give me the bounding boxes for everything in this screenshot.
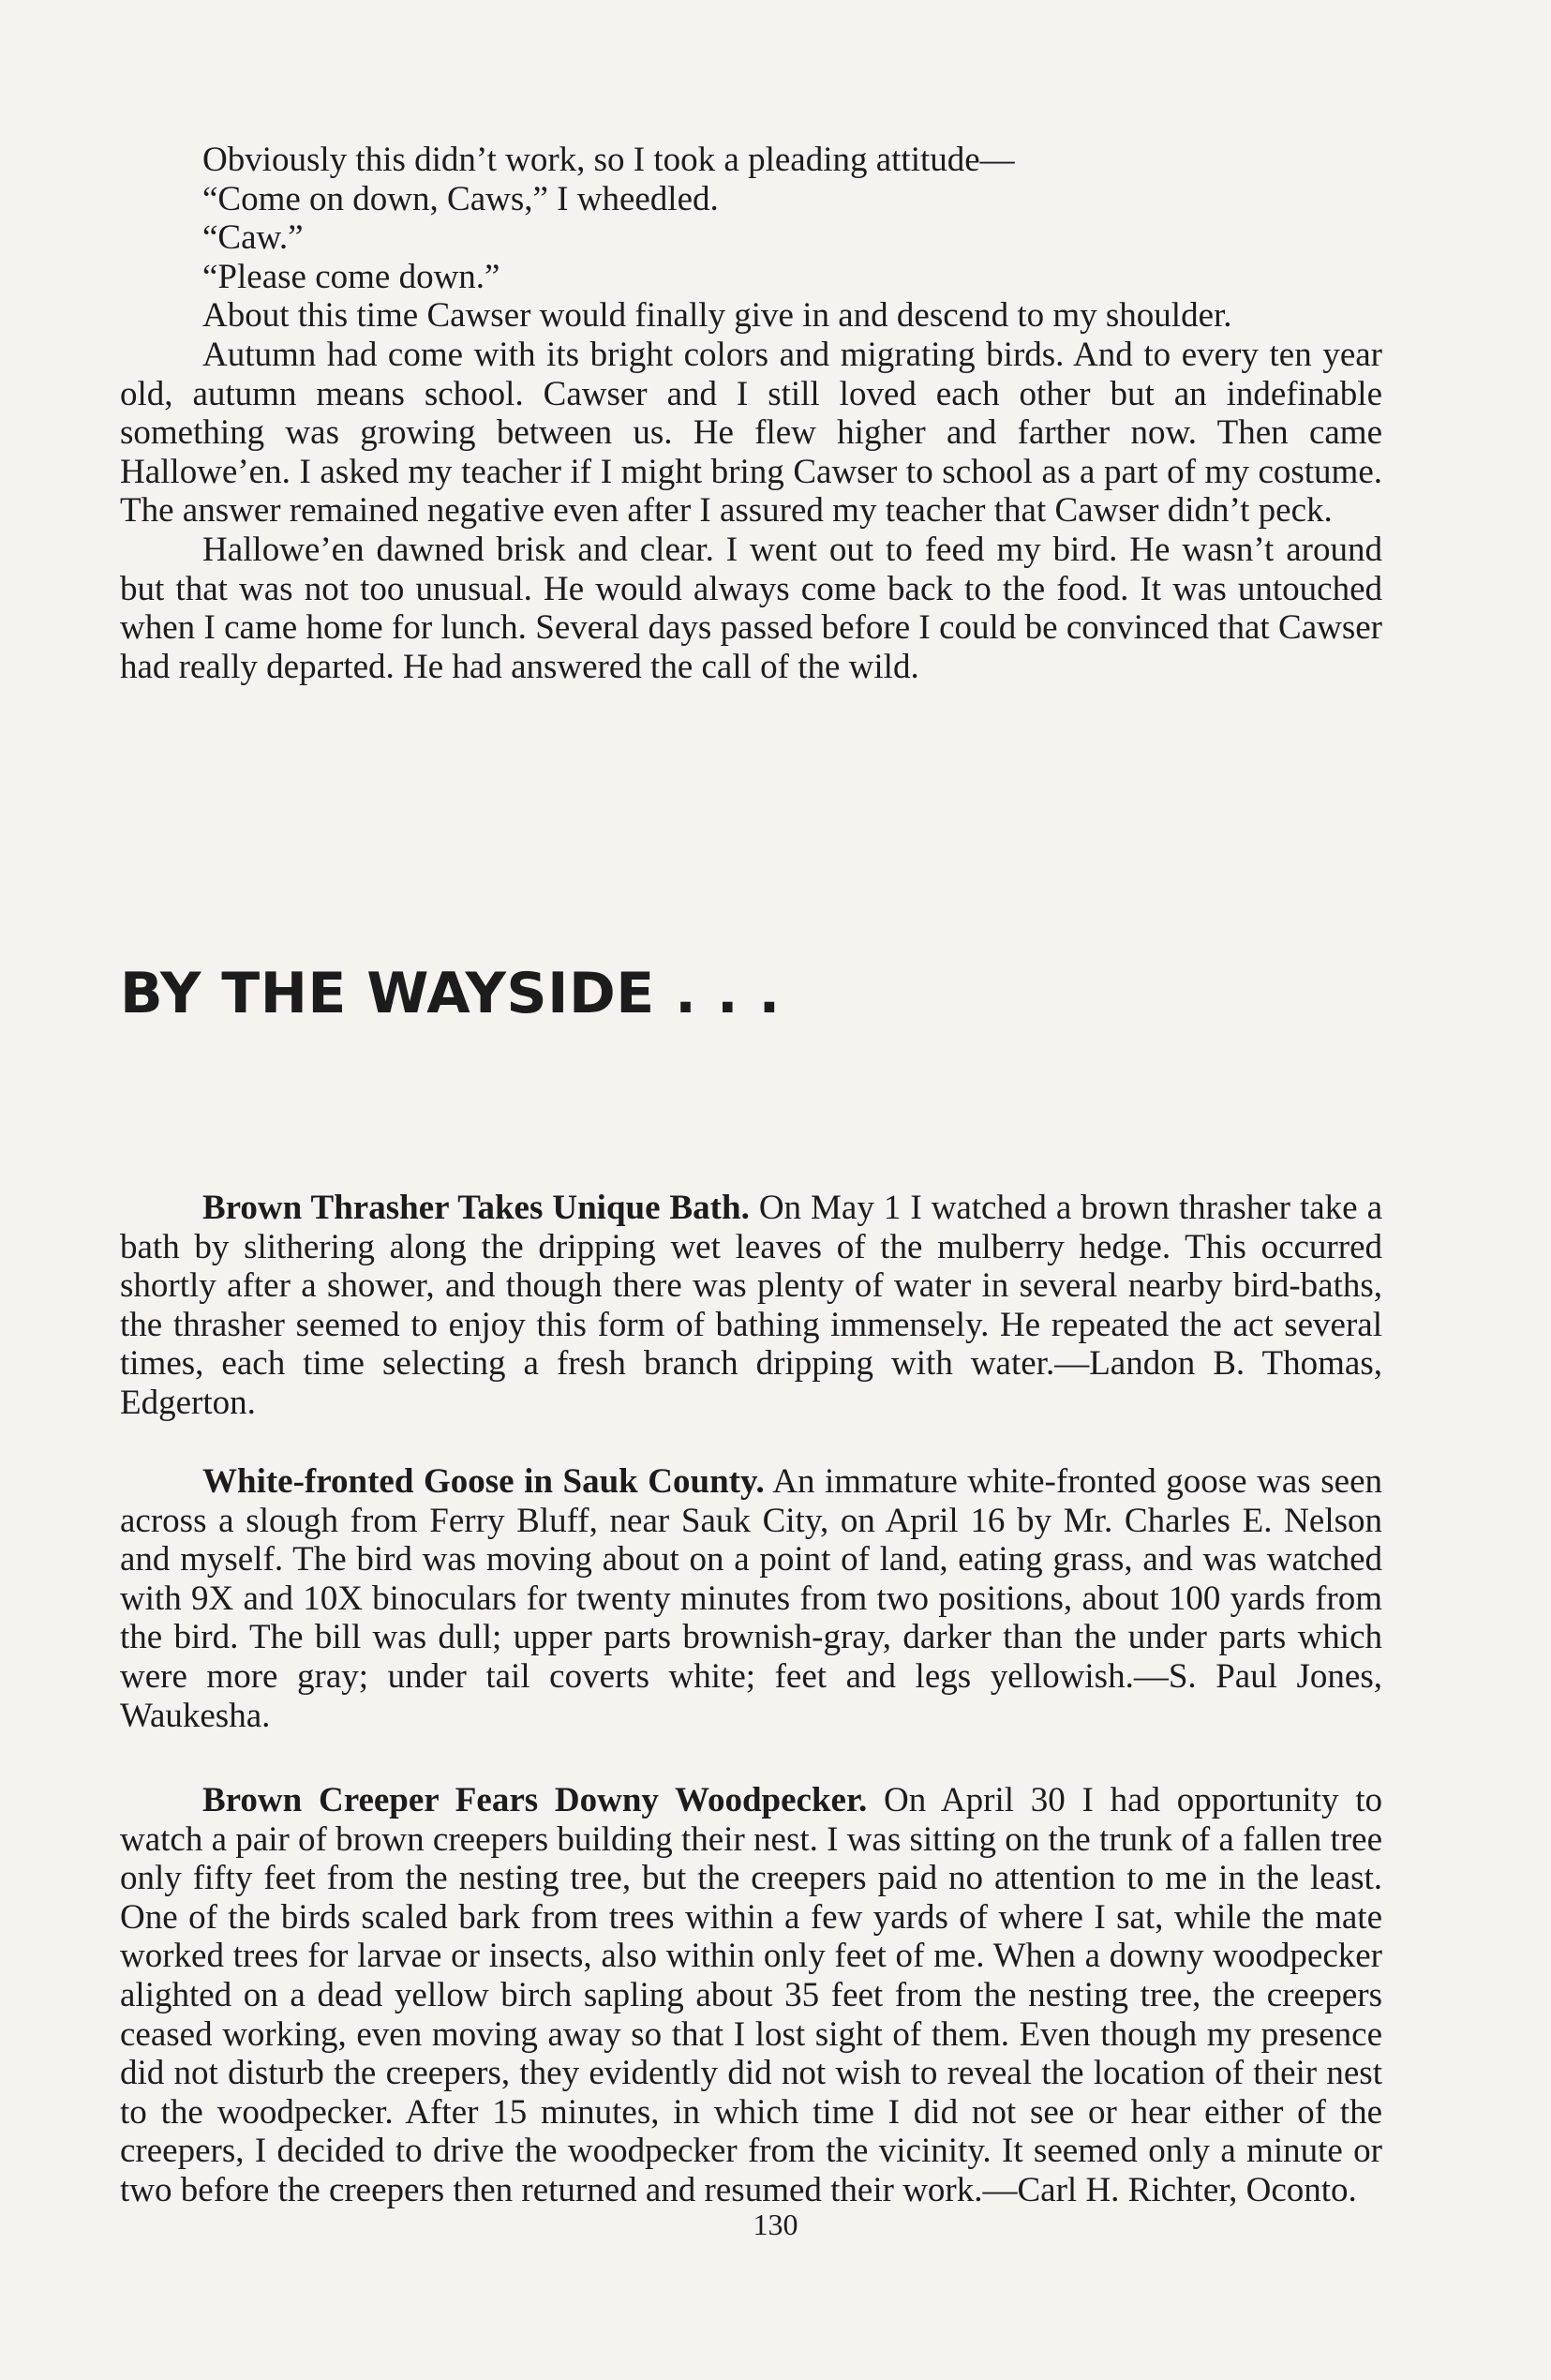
note-title: Brown Thrasher Takes Unique Bath. — [202, 1189, 750, 1227]
note-title: Brown Creeper Fears Downy Woodpecker. — [202, 1781, 868, 1819]
note-body: On April 30 I had opportunity to watch a pair of brown creepers building their nest. I was sitting on the trunk of a fallen tree only fifty feet from the nesting tree, but the creepers paid no attention to me in the least. One of the birds scaled bark from trees within a few yards of where I sat, while the mate worked trees for larvae or insects, also within only feet of me. When a downy woodpecker alighted on a dead yellow birch sapling about 35 feet from the nesting tree, the creepers ceased working, even moving away so that I lost sight of them. Even though my presence did not disturb the creepers, they evidently did not wish to reveal the location of their nest to the woodpecker. After 15 minutes, in which time I did not see or hear either of the creepers, I decided to drive the woodpecker from the vicinity. It seemed only a minute or two before the creepers then returned and resumed their work.—Carl H. Richter, Oconto. — [120, 1781, 1382, 2209]
note-title: White-fronted Goose in Sauk County. — [202, 1462, 765, 1501]
intro-paragraph: Obviously this didn’t work, so I took a pleading attitude— — [202, 141, 1015, 179]
section-heading: BY THE WAYSIDE . . . — [120, 961, 781, 1026]
intro-section — [120, 141, 1382, 686]
note-goose — [120, 1462, 1382, 1735]
note-body: An immature white-fronted goose was seen across a slough from Ferry Bluff, near Sauk City, on April 16 by Mr. Charles E. Nelson and myself. The bird was moving about on a point of land, eating grass, and was watched with 9X and 10X binoculars for twenty minutes from two positions, about 100 yards from the bird. The bill was dull; upper parts brownish-gray, darker than the under parts which were more gray; under tail coverts white; feet and legs yellowish.—S. Paul Jones, Waukesha. — [120, 1462, 1382, 1735]
intro-paragraph: Hallowe’en dawned brisk and clear. I went out to feed my bird. He wasn’t around but that was not too unusual. He would always come back to the food. It was untouched when I came home for lunch. Several days passed before I could be convinced that Cawser had really departed. He had answered the call of the wild. — [120, 530, 1382, 686]
intro-paragraph: “Please come down.” — [202, 257, 500, 296]
intro-paragraph: “Come on down, Caws,” I wheedled. — [202, 179, 719, 218]
note-body: On May 1 I watched a brown thrasher take a bath by slithering along the dripping wet leaves of the mulberry hedge. This occurred shortly after a shower, and though there was plenty of water in several nearby bird-baths, the thrasher seemed to enjoy this form of bathing immensely. He repeated the act several times, each time selecting a fresh branch dripping with water.—Landon B. Thomas, Edgerton. — [120, 1189, 1383, 1422]
intro-paragraph: About this time Cawser would finally give in and descend to my shoulder. — [202, 296, 1232, 336]
intro-paragraph: “Caw.” — [202, 218, 304, 258]
note-thrasher — [120, 1189, 1382, 1423]
intro-paragraph: Autumn had come with its bright colors and migrating birds. And to every ten year old, autumn means school. Cawser and I still loved each other but an indefinable something was growing between us. He flew higher and farther now. Then came Hallowe’en. I asked my teacher if I might bring Cawser to school as a part of my costume. The answer remained negative even after I assured my teacher that Cawser didn’t peck. — [120, 335, 1382, 531]
page-number: 130 — [753, 2208, 798, 2241]
note-creeper — [120, 1781, 1382, 2210]
